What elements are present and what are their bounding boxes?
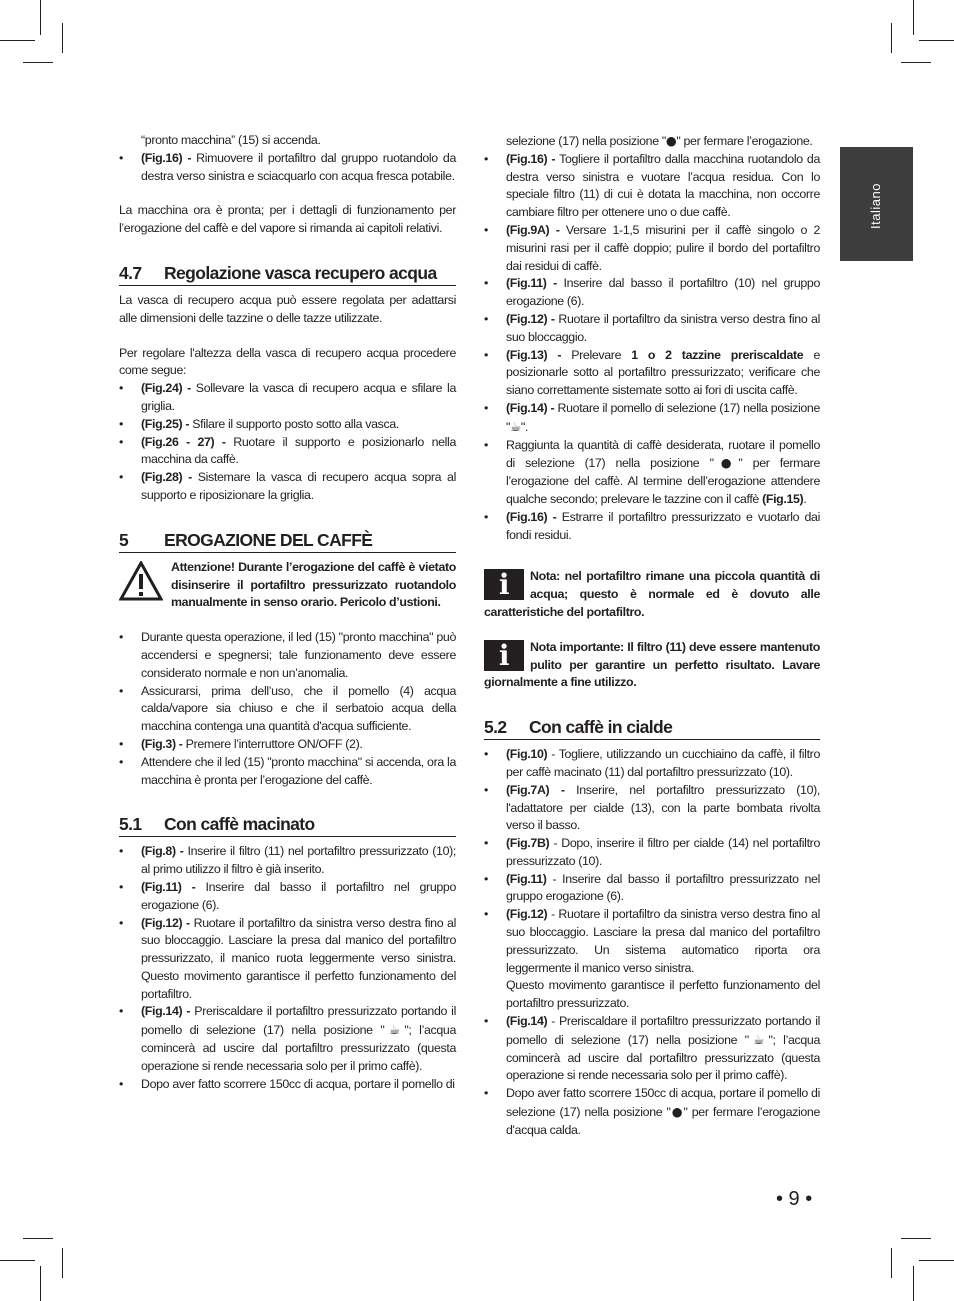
paragraph: Per regolare l'altezza della vasca di recupero acqua procedere come segue:	[119, 345, 456, 378]
list-item	[119, 879, 456, 915]
list-item-text: Inserire dal basso il portafiltro nel gruppo erogazione (6).	[141, 879, 456, 912]
list-item: • Durante questa operazione, il led (15) "pronto macchina" può accendersi e spegnersi; tale funzionamento deve essere considerato normale e non un’anomalia.	[119, 629, 456, 682]
figure-ref: (Fig.24) -	[141, 381, 191, 396]
list-item-text: "; l’acqua comincerà ad uscire dal portafiltro pressurizzato (questa operazione si rende necessaria solo per il primo caffè).	[506, 1032, 820, 1083]
list-item-text: " per fermare l’erogazione del caffè. Al termine dell’erogazione attendere qualche secondo; prelevare le tazzine con il caffè	[506, 456, 820, 506]
crop-mark	[23, 1238, 53, 1239]
list-item-text: Ruotare il pomello di selezione (17) nella posizione "	[506, 400, 820, 434]
stop-dot-icon: ●	[713, 455, 739, 471]
section-heading-5-1	[119, 813, 456, 837]
bullet-list	[119, 843, 456, 1093]
list-item	[484, 400, 820, 437]
crop-mark	[901, 1238, 931, 1239]
cup-symbol-icon: ☕	[510, 418, 521, 434]
bullet-list	[119, 380, 456, 505]
warning-text: Attenzione! Durante l’erogazione del caffè è vietato disinserire il portafiltro pressurizzato ruotandolo manualmente in senso orario. Pericolo d’ustioni.	[171, 559, 456, 610]
figure-ref: (Fig.14)	[506, 1014, 548, 1029]
figure-ref: (Fig.11) -	[506, 276, 557, 291]
list-item	[484, 151, 820, 222]
list-item	[119, 434, 456, 470]
page-number: • 9 •	[776, 1188, 813, 1210]
paragraph-text: " per fermare l’erogazione.	[676, 134, 813, 148]
crop-mark	[40, 1266, 41, 1301]
list-item	[119, 843, 456, 879]
info-icon: i	[484, 569, 524, 600]
paragraph: La macchina ora è pronta; per i dettagli di funzionamento per l’erogazione del caffè e del vapore si rimanda ai capitoli relativi.	[119, 203, 456, 236]
list-item-text: Ruotare il portafiltro da sinistra verso destra fino al suo bloccaggio. Lasciare la presa dal manico del portafiltro pressurizzato, il manico ruota leggermente verso sinistra. Questo movimento garantisce il perfetto funzionamento del portafiltro.	[141, 915, 456, 1001]
bullet-list	[484, 746, 820, 977]
section-heading-5-2	[484, 716, 820, 740]
list-item	[119, 380, 456, 416]
figure-ref: (Fig.25) -	[141, 416, 190, 431]
crop-mark	[62, 23, 63, 53]
bullet-list	[484, 1013, 820, 1140]
list-item	[484, 782, 820, 835]
list-item: • Assicurarsi, prima dell’uso, che il pomello (4) acqua calda/vapore sia chiuso e che il serbatoio acqua della macchina contenga una quantità d'acqua sufficiente.	[119, 683, 456, 736]
list-item	[484, 275, 820, 311]
list-item-text: Inserire il filtro (11) nel portafiltro pressurizzato (10); al primo utilizzo il filtro è già inserito.	[141, 844, 456, 877]
section-number: 5	[119, 529, 129, 550]
section-number: 4.7	[119, 262, 142, 283]
figure-ref: (Fig.16) -	[506, 509, 557, 524]
crop-mark	[901, 62, 931, 63]
list-item	[484, 437, 820, 509]
crop-mark	[62, 1248, 63, 1278]
crop-mark	[919, 40, 954, 41]
right-column	[484, 132, 820, 1140]
section-number: 5.2	[484, 717, 507, 738]
section-title: EROGAZIONE DEL CAFFÈ	[164, 529, 373, 550]
language-tab-label: Italiano	[868, 183, 883, 229]
list-item-text: Togliere il portafiltro dalla macchina ruotandolo da destra verso sinistra e vuotare l’acqua residua. Con lo speciale filtro (11) di cui è dotata la macchina, non occorre cambiare filtro per ottenere uno o due caffè.	[506, 151, 820, 220]
list-item	[119, 150, 456, 186]
list-item-text: ".	[520, 419, 528, 434]
section-title: Regolazione vasca recupero acqua	[164, 262, 437, 283]
warning-box	[119, 559, 456, 612]
figure-ref: (Fig.16) -	[141, 150, 192, 165]
emphasis: 1 o 2 tazzine preriscaldate	[631, 347, 804, 362]
list-item-text: Rimuovere il portafiltro dal gruppo ruotandolo da destra verso sinistra e sciacquarlo con acqua fresca potabile.	[141, 150, 456, 183]
figure-ref: (Fig.12) -	[141, 915, 190, 930]
figure-ref: (Fig.16) -	[506, 151, 556, 166]
figure-ref: (Fig.14) -	[506, 400, 555, 415]
section-title: Con caffè in cialde	[529, 717, 673, 738]
list-item	[484, 1085, 820, 1139]
figure-ref: (Fig.7A) -	[506, 782, 565, 797]
crop-mark	[891, 1248, 892, 1278]
crop-mark	[913, 1266, 914, 1301]
crop-mark	[0, 40, 35, 41]
list-item	[484, 222, 820, 275]
list-item	[484, 347, 820, 400]
list-item-text: Estrarre il portafiltro pressurizzato e vuotarlo dai fondi residui.	[506, 509, 820, 542]
list-item-text: Raggiunta la quantità di caffè desiderata, ruotare il pomello di selezione (17) nella posizione "	[506, 437, 820, 471]
language-tab	[840, 147, 913, 261]
section-heading-4-7	[119, 262, 456, 286]
list-item-text: Ruotare il portafiltro da sinistra verso destra fino al suo bloccaggio.	[506, 311, 820, 344]
note-box	[484, 639, 820, 692]
bullet-list	[119, 629, 456, 789]
figure-ref: (Fig.9A) -	[506, 222, 560, 237]
stop-dot-icon: ●	[670, 1104, 684, 1120]
crop-mark	[913, 0, 914, 35]
warning-triangle-icon	[119, 561, 163, 601]
list-item-text: .	[803, 491, 807, 506]
list-item-text: Versare 1-1,5 misurini per il caffè singolo o 2 misurini rasi per il caffè doppio; pulire il bordo del portafiltro dai residui di caffè.	[506, 222, 820, 273]
list-item-text: Premere l’interruttore ON/OFF (2).	[182, 736, 363, 751]
stop-dot-icon: ●	[665, 133, 677, 148]
section-number: 5.1	[119, 814, 142, 835]
paragraph: Questo movimento garantisce il perfetto funzionamento del portafiltro pressurizzato.	[506, 978, 820, 1011]
figure-ref: (Fig.28) -	[141, 470, 192, 485]
crop-mark	[891, 23, 892, 53]
list-item-text: - Togliere, utilizzando un cucchiaino da caffè, il filtro per caffè macinato (11) dal portafiltro pressurizzato (10).	[506, 747, 820, 779]
figure-ref: (Fig.12) -	[506, 311, 555, 326]
list-item	[119, 416, 456, 434]
info-icon: i	[484, 640, 524, 671]
figure-ref: (Fig.26 - 27) -	[141, 434, 226, 449]
cup-symbol-icon: ☕	[748, 1031, 769, 1047]
figure-ref: (Fig.12)	[506, 907, 548, 922]
list-item-text: - Dopo, inserire il filtro per cialde (14) nel portafiltro pressurizzato (10).	[506, 836, 820, 868]
note-text: Nota importante: Il filtro (11) deve essere mantenuto pulito per garantire un perfetto risultato. Lavare giornalmente a fine utilizzo.	[484, 639, 820, 690]
bullet-list	[119, 150, 456, 186]
list-item-text: Sfilare il supporto posto sotto alla vasca.	[189, 416, 399, 431]
list-item-text: Ruotare il supporto e posizionarlo nella macchina da caffè.	[141, 434, 457, 467]
list-item-text: " per fermare l’erogazione d'acqua calda.	[506, 1105, 821, 1137]
list-item	[119, 469, 456, 505]
crop-mark	[23, 62, 53, 63]
note-box	[484, 568, 820, 621]
list-item-text: Prelevare	[561, 347, 632, 362]
list-item-text: Dopo aver fatto scorrere 150cc di acqua, portare il pomello di selezione (17) nella posizione "	[506, 1086, 820, 1120]
list-item-text: - Preriscaldare il portafiltro pressurizzato portando il pomello di selezione (17) nella posizione "	[506, 1014, 820, 1047]
list-item-text: Sollevare la vasca di recupero acqua e sfilare la griglia.	[141, 381, 456, 413]
figure-ref: (Fig.13) -	[506, 347, 562, 362]
note-text: Nota: nel portafiltro rimane una piccola quantità di acqua; questo è normale ed è dovuto alle caratteristiche del portafiltro.	[484, 569, 820, 619]
figure-ref: (Fig.14) -	[141, 1004, 191, 1019]
list-item-text: - Inserire dal basso il portafiltro pressurizzato nel gruppo erogazione (6).	[506, 871, 820, 904]
list-item	[119, 736, 456, 754]
list-item-text: - Ruotare il portafiltro da sinistra verso destra fino al suo bloccaggio. Lasciare la presa dal manico del portafiltro pressurizzato. Un sistema automatico riporta ora leggermente il manico verso sinistra.	[506, 907, 820, 975]
list-item	[119, 1003, 456, 1075]
paragraph: La vasca di recupero acqua può essere regolata per adattarsi alle dimensioni delle tazzine o delle tazze utilizzate.	[119, 292, 456, 325]
left-column	[119, 132, 456, 1093]
cup-symbol-icon: ☕	[384, 1022, 405, 1038]
list-item-text: Sistemare la vasca di recupero acqua sopra al supporto e riposizionare la griglia.	[141, 470, 456, 502]
section-title: Con caffè macinato	[164, 814, 315, 835]
figure-ref: (Fig.10)	[506, 747, 548, 762]
list-item	[119, 915, 456, 1004]
list-item-text: "; l’acqua comincerà ad uscire dal portafiltro pressurizzato (questa operazione si rende necessaria solo per il primo caffè).	[141, 1023, 456, 1073]
list-item-text: Preriscaldare il portafiltro pressurizzato portando il pomello di selezione (17) nella posizione "	[141, 1004, 456, 1038]
list-item	[484, 509, 820, 545]
list-item	[484, 871, 820, 907]
section-heading-5	[119, 529, 456, 553]
crop-mark	[919, 1260, 954, 1261]
paragraph: “pronto macchina” (15) si accenda.	[141, 133, 321, 147]
figure-ref: (Fig.15)	[762, 491, 804, 506]
paragraph	[484, 132, 820, 151]
bullet-list	[484, 151, 820, 545]
list-item	[484, 746, 820, 782]
figure-ref: (Fig.11) -	[141, 879, 196, 894]
paragraph-text: selezione (17) nella posizione "	[506, 134, 666, 148]
figure-ref: (Fig.3) -	[141, 736, 183, 751]
figure-ref: (Fig.7B)	[506, 836, 550, 851]
crop-mark	[0, 1260, 35, 1261]
list-item	[484, 1013, 820, 1085]
figure-ref: (Fig.11)	[506, 871, 547, 886]
list-item: • Attendere che il led (15) "pronto macchina" si accenda, ora la macchina è pronta per l’erogazione del caffè.	[119, 754, 456, 790]
list-item	[484, 835, 820, 871]
list-item-text: Inserire, nel portafiltro pressurizzato (10), l'adattatore per cialde (13), con la parte bombata rivolta verso il basso.	[506, 782, 821, 833]
figure-ref: (Fig.8) -	[141, 844, 184, 859]
list-item	[484, 906, 820, 977]
crop-mark	[40, 0, 41, 35]
list-item-text: Inserire dal basso il portafiltro (10) nel gruppo erogazione (6).	[506, 276, 820, 309]
list-item-text: e posizionarle sotto al portafiltro pressurizzato; verificare che siano correttamente sistemate sotto ai fori di uscita caffè.	[506, 347, 820, 398]
list-item	[484, 311, 820, 347]
list-item: • Dopo aver fatto scorrere 150cc di acqua, portare il pomello di	[119, 1076, 456, 1094]
